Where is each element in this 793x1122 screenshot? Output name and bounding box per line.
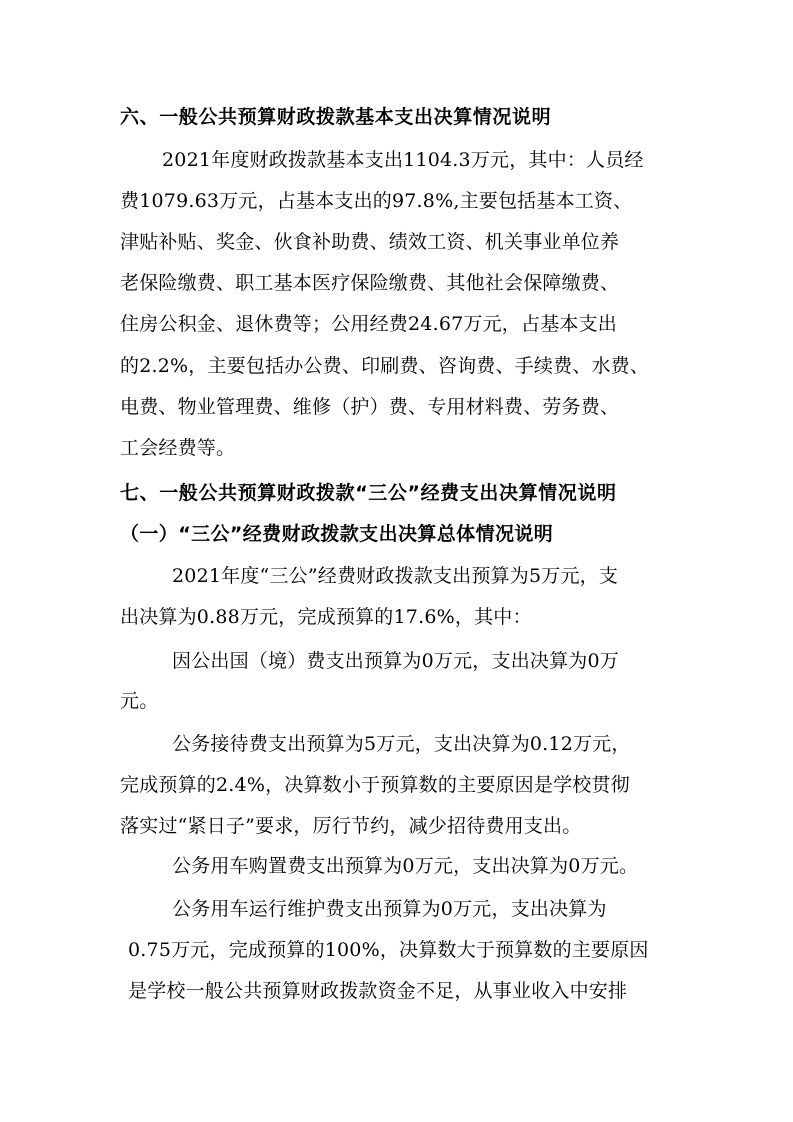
section-7-heading: 七、一般公共预算财政拨款“三公”经费支出决算情况说明 [120, 482, 617, 504]
section-7-subheading: （一）“三公”经费财政拨款支出决算总体情况说明 [120, 523, 554, 545]
overview-paragraph-line: 出决算为0.88万元，完成预算的17.6%，其中： [120, 606, 532, 628]
reception-paragraph-line: 完成预算的2.4%，决算数小于预算数的主要原因是学校贯彻 [120, 774, 630, 796]
section-6-paragraph-line: 电费、物业管理费、维修（护）费、专用材料费、劳务费、 [120, 396, 620, 418]
vehicle-operation-paragraph-line: 是学校一般公共预算财政拨款资金不足，从事业收入中安排 [128, 980, 628, 1002]
section-6-paragraph-line: 2021年度财政拨款基本支出1104.3万元，其中：人员经 [162, 149, 644, 171]
section-6-paragraph-line: 老保险缴费、职工基本医疗保险缴费、其他社会保障缴费、 [120, 272, 620, 294]
vehicle-operation-paragraph-line: 公务用车运行维护费支出预算为0万元，支出决算为 [172, 898, 607, 920]
abroad-paragraph-line: 因公出国（境）费支出预算为0万元，支出决算为0万 [172, 650, 619, 672]
reception-paragraph-line: 公务接待费支出预算为5万元，支出决算为0.12万元， [172, 733, 631, 755]
section-6-paragraph-line: 住房公积金、退休费等；公用经费24.67万元，占基本支出 [120, 313, 617, 335]
section-6-paragraph-line: 费1079.63万元，占基本支出的97.8%,主要包括基本工资、 [120, 190, 633, 212]
section-6-heading: 六、一般公共预算财政拨款基本支出决算情况说明 [120, 106, 552, 128]
vehicle-purchase-paragraph-line: 公务用车购置费支出预算为0万元，支出决算为0万元。 [172, 855, 639, 877]
overview-paragraph-line: 2021年度“三公”经费财政拨款支出预算为5万元，支 [172, 565, 619, 587]
vehicle-operation-paragraph-line: 0.75万元，完成预算的100%，决算数大于预算数的主要原因 [128, 939, 649, 961]
reception-paragraph-line: 落实过“紧日子”要求，厉行节约，减少招待费用支出。 [120, 815, 582, 837]
abroad-paragraph-line: 元。 [120, 690, 159, 712]
section-6-paragraph-line: 工会经费等。 [120, 437, 236, 459]
section-6-paragraph-line: 的2.2%，主要包括办公费、印刷费、咨询费、手续费、水费、 [120, 355, 650, 377]
section-6-paragraph-line: 津贴补贴、奖金、伙食补助费、绩效工资、机关事业单位养 [120, 231, 620, 253]
